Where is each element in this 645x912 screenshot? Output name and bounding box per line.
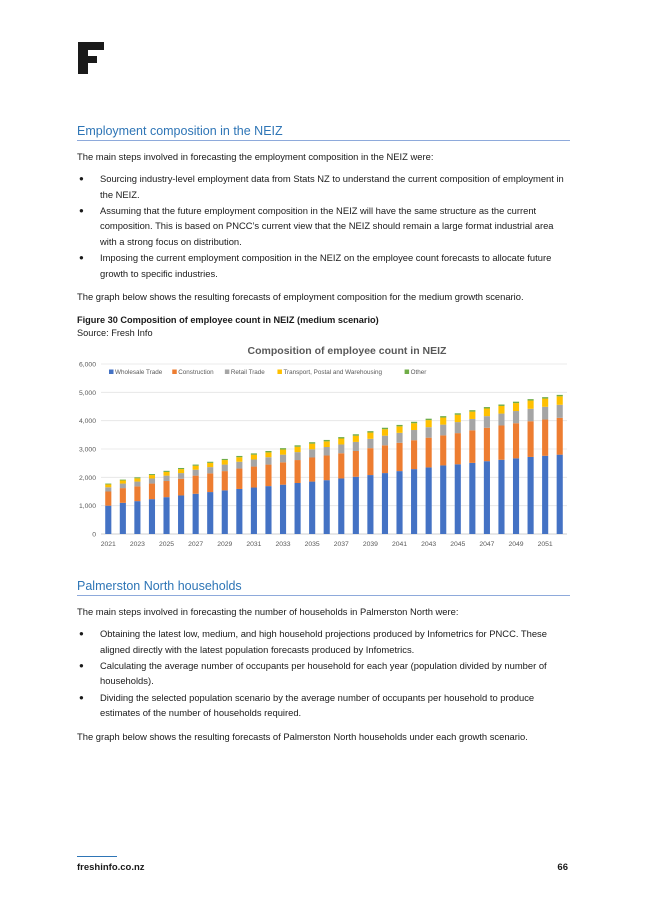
- legend-swatch: [225, 370, 230, 375]
- y-tick-label: 3,000: [78, 446, 96, 454]
- bar-segment: [309, 458, 315, 482]
- bar-segment: [353, 442, 359, 451]
- bullet-icon: ●: [79, 174, 84, 183]
- bullet-icon: ●: [79, 252, 84, 262]
- bar-segment: [193, 465, 199, 466]
- bar-segment: [236, 456, 242, 457]
- bar-segment: [557, 395, 563, 396]
- legend-swatch: [277, 370, 282, 375]
- section-heading-households: Palmerston North households: [77, 579, 570, 596]
- bar-segment: [484, 416, 490, 428]
- list-item: [77, 171, 570, 202]
- bar-segment: [251, 455, 257, 460]
- bar-segment: [513, 459, 519, 535]
- bar-segment: [309, 482, 315, 534]
- bullet-text: Dividing the selected population scenario by the average number of occupants per household to produce estimates of the number of households required.: [100, 691, 535, 719]
- bar-segment: [498, 414, 504, 426]
- bar-segment: [528, 457, 534, 534]
- bar-segment: [207, 462, 213, 463]
- bar-segment: [528, 421, 534, 457]
- bar-segment: [265, 451, 271, 452]
- bar-segment: [251, 467, 257, 488]
- bar-segment: [324, 456, 330, 481]
- bar-segment: [426, 419, 432, 420]
- bar-segment: [236, 469, 242, 489]
- bar-segment: [120, 488, 126, 503]
- section2-outro: The graph below shows the resulting forecasts of Palmerston North households under each growth scenario.: [77, 730, 528, 742]
- bar-segment: [353, 477, 359, 534]
- bar-segment: [382, 429, 388, 436]
- bar-segment: [513, 411, 519, 423]
- footer-rule: [77, 856, 117, 857]
- bullet-icon: ●: [79, 205, 84, 215]
- bar-segment: [251, 454, 257, 455]
- x-tick-label: 2045: [450, 541, 466, 549]
- bar-segment: [105, 484, 111, 485]
- bar-segment: [309, 444, 315, 450]
- page-number: 66: [557, 862, 568, 873]
- page-content: [77, 124, 570, 744]
- bar-segment: [236, 462, 242, 469]
- bar-segment: [513, 423, 519, 458]
- bar-segment: [105, 485, 111, 488]
- bar-segment: [134, 477, 140, 478]
- bar-segment: [382, 445, 388, 473]
- bar-segment: [513, 403, 519, 411]
- bar-segment: [498, 406, 504, 414]
- bar-segment: [396, 426, 402, 433]
- bar-segment: [353, 434, 359, 435]
- x-tick-label: 2037: [333, 541, 349, 549]
- bar-segment: [469, 419, 475, 430]
- bar-segment: [120, 484, 126, 489]
- bar-segment: [295, 483, 301, 534]
- list-item: [77, 203, 570, 250]
- x-tick-label: 2021: [100, 541, 116, 549]
- bar-segment: [455, 433, 461, 464]
- bar-segment: [251, 488, 257, 534]
- bar-segment: [411, 430, 417, 440]
- fresh-info-logo: [78, 42, 104, 74]
- bar-segment: [455, 464, 461, 534]
- legend-swatch: [109, 370, 114, 375]
- bar-segment: [149, 474, 155, 475]
- x-tick-label: 2035: [304, 541, 320, 549]
- bar-segment: [498, 460, 504, 534]
- bar-segment: [411, 423, 417, 430]
- bar-segment: [382, 473, 388, 534]
- bar-segment: [353, 436, 359, 442]
- bar-segment: [440, 416, 446, 417]
- bar-segment: [396, 425, 402, 426]
- bullet-icon: ●: [79, 660, 84, 670]
- bar-segment: [367, 431, 373, 432]
- bar-segment: [134, 501, 140, 534]
- footer-website: freshinfo.co.nz: [77, 862, 145, 873]
- y-tick-label: 1,000: [78, 503, 96, 511]
- bar-segment: [105, 492, 111, 506]
- legend-label: Other: [410, 369, 427, 377]
- figure-source: Source: Fresh Info: [77, 328, 153, 339]
- bar-segment: [193, 466, 199, 470]
- legend-label: Wholesale Trade: [115, 369, 163, 377]
- legend-swatch: [172, 370, 177, 375]
- bar-segment: [149, 499, 155, 534]
- bar-segment: [542, 397, 548, 398]
- bar-segment: [149, 475, 155, 478]
- bar-segment: [163, 472, 169, 476]
- bar-segment: [280, 450, 286, 455]
- bar-segment: [295, 452, 301, 460]
- bar-segment: [396, 471, 402, 534]
- legend-swatch: [405, 370, 410, 375]
- x-tick-label: 2039: [362, 541, 378, 549]
- bar-segment: [557, 418, 563, 455]
- bar-segment: [280, 455, 286, 463]
- bar-segment: [528, 409, 534, 421]
- bar-segment: [469, 430, 475, 463]
- bar-segment: [178, 469, 184, 473]
- bar-segment: [324, 440, 330, 441]
- bar-segment: [134, 487, 140, 502]
- bar-segment: [193, 476, 199, 494]
- bar-segment: [455, 413, 461, 414]
- bar-segment: [309, 449, 315, 457]
- section2-bullet-list: [77, 626, 570, 721]
- bar-segment: [542, 420, 548, 456]
- bar-segment: [411, 440, 417, 469]
- bar-segment: [295, 445, 301, 446]
- bar-segment: [251, 460, 257, 467]
- bar-segment: [265, 465, 271, 487]
- y-tick-label: 0: [92, 531, 96, 539]
- bullet-text: Obtaining the latest low, medium, and high household projections produced by Infometrics for PNCC. These aligned directly with the latest population forecasts produced by Infometrics.: [100, 628, 547, 655]
- bar-segment: [469, 412, 475, 419]
- bar-segment: [484, 407, 490, 408]
- bar-segment: [120, 481, 126, 484]
- bar-segment: [295, 447, 301, 452]
- bar-segment: [338, 479, 344, 535]
- bar-segment: [222, 460, 228, 465]
- bar-segment: [469, 410, 475, 411]
- bar-segment: [396, 433, 402, 443]
- bar-segment: [295, 460, 301, 483]
- bar-segment: [440, 418, 446, 425]
- bar-segment: [411, 422, 417, 423]
- legend-label: Retail Trade: [230, 369, 265, 377]
- x-tick-label: 2025: [158, 541, 175, 549]
- bar-segment: [367, 439, 373, 448]
- bar-segment: [455, 415, 461, 422]
- bar-segment: [542, 456, 548, 534]
- x-tick-label: 2029: [217, 541, 233, 549]
- bar-segment: [280, 462, 286, 484]
- bar-segment: [105, 506, 111, 534]
- bar-segment: [528, 401, 534, 409]
- x-tick-label: 2033: [275, 541, 291, 549]
- bar-segment: [484, 428, 490, 461]
- bar-segment: [222, 459, 228, 460]
- bar-segment: [265, 457, 271, 464]
- bar-segment: [134, 482, 140, 487]
- list-item: [77, 658, 570, 689]
- bar-segment: [440, 466, 446, 535]
- bar-segment: [324, 480, 330, 534]
- legend-label: Construction: [178, 369, 214, 377]
- x-tick-label: 2047: [479, 541, 495, 549]
- bullet-text: Calculating the average number of occupants per household for each year (population divided by number of households).: [100, 659, 547, 687]
- bar-segment: [163, 476, 169, 481]
- section2-intro: The main steps involved in forecasting the number of households in Palmerston North were:: [77, 606, 459, 618]
- bar-segment: [207, 467, 213, 473]
- bar-segment: [367, 475, 373, 534]
- figure-caption: Figure 30 Composition of employee count in NEIZ (medium scenario): [77, 315, 379, 326]
- bar-segment: [134, 478, 140, 481]
- bar-segment: [280, 485, 286, 534]
- bar-segment: [265, 453, 271, 458]
- legend-label: Transport, Postal and Warehousing: [283, 369, 383, 377]
- bar-segment: [120, 503, 126, 534]
- bar-segment: [367, 448, 373, 475]
- bar-segment: [222, 465, 228, 472]
- bar-segment: [440, 436, 446, 466]
- bar-segment: [557, 455, 563, 534]
- list-item: [77, 250, 570, 281]
- bar-segment: [105, 487, 111, 491]
- bar-segment: [222, 471, 228, 490]
- bar-segment: [280, 448, 286, 449]
- bar-segment: [193, 470, 199, 476]
- bar-segment: [528, 399, 534, 400]
- bar-segment: [178, 496, 184, 535]
- bar-segment: [498, 426, 504, 460]
- bar-segment: [382, 436, 388, 446]
- bar-segment: [338, 437, 344, 438]
- bar-segment: [120, 480, 126, 481]
- bar-segment: [236, 457, 242, 462]
- bar-segment: [396, 443, 402, 471]
- section1-outro: The graph below shows the resulting forecasts of employment composition for the medium growth scenario.: [77, 291, 524, 303]
- x-tick-label: 2051: [537, 541, 553, 549]
- bar-segment: [163, 481, 169, 497]
- x-tick-label: 2027: [188, 541, 204, 549]
- y-tick-label: 2,000: [78, 474, 96, 482]
- x-tick-label: 2043: [421, 541, 437, 549]
- bullet-text: Assuming that the future employment composition in the NEIZ will have the same structure as the current composition. This is based on PNCC’s current view that the NEIZ should remain a large format industrial area with a strong focus on distribution.: [100, 204, 554, 247]
- bar-segment: [309, 442, 315, 443]
- bar-segment: [149, 479, 155, 484]
- bar-segment: [163, 471, 169, 472]
- y-tick-label: 6,000: [78, 361, 96, 369]
- bar-segment: [426, 438, 432, 468]
- bar-segment: [178, 479, 184, 496]
- bar-segment: [367, 433, 373, 439]
- bar-segment: [207, 463, 213, 467]
- bar-segment: [236, 489, 242, 534]
- bar-segment: [338, 453, 344, 478]
- bar-segment: [426, 427, 432, 437]
- bar-segment: [382, 428, 388, 429]
- x-tick-label: 2023: [129, 541, 145, 549]
- bar-segment: [163, 497, 169, 534]
- bullet-text: Sourcing industry-level employment data from Stats NZ to understand the current composition of employment in the NEIZ.: [100, 173, 564, 200]
- bullet-text: Imposing the current employment composition in the NEIZ on the employee count forecasts to allocate future growth to specific industries.: [100, 251, 552, 279]
- x-tick-label: 2049: [508, 541, 524, 549]
- bar-segment: [542, 407, 548, 420]
- bar-segment: [484, 409, 490, 417]
- chart-title: Composition of employee count in NEIZ: [247, 345, 447, 358]
- bar-segment: [193, 494, 199, 534]
- bar-segment: [411, 469, 417, 534]
- bar-segment: [324, 447, 330, 456]
- bar-segment: [178, 468, 184, 469]
- bar-segment: [557, 405, 563, 418]
- section-heading-employment: Employment composition in the NEIZ: [77, 124, 570, 141]
- bar-segment: [426, 468, 432, 535]
- bar-segment: [149, 484, 155, 500]
- x-tick-label: 2031: [246, 541, 262, 549]
- list-item: [77, 626, 570, 657]
- bar-segment: [455, 422, 461, 433]
- list-item: [77, 690, 570, 721]
- bar-segment: [440, 425, 446, 436]
- chart-container: [77, 343, 570, 565]
- y-tick-label: 5,000: [78, 389, 96, 397]
- bar-segment: [338, 445, 344, 454]
- bar-segment: [513, 402, 519, 403]
- bar-segment: [338, 439, 344, 445]
- bar-segment: [324, 442, 330, 448]
- bullet-icon: ●: [79, 692, 84, 702]
- x-tick-label: 2041: [391, 541, 408, 549]
- section1-intro: The main steps involved in forecasting the employment composition in the NEIZ were:: [77, 151, 434, 162]
- bar-segment: [207, 492, 213, 534]
- bar-segment: [426, 420, 432, 427]
- bar-segment: [265, 486, 271, 534]
- bar-segment: [469, 463, 475, 534]
- section1-bullet-list: [77, 171, 570, 281]
- bar-segment: [498, 405, 504, 406]
- bar-segment: [207, 474, 213, 493]
- bullet-icon: ●: [79, 629, 84, 639]
- bar-segment: [353, 451, 359, 477]
- employee-composition-chart: [77, 343, 570, 565]
- bar-segment: [178, 473, 184, 479]
- bar-segment: [222, 491, 228, 535]
- bar-segment: [542, 399, 548, 407]
- bar-segment: [557, 396, 563, 405]
- bar-segment: [484, 461, 490, 534]
- y-tick-label: 4,000: [78, 418, 96, 426]
